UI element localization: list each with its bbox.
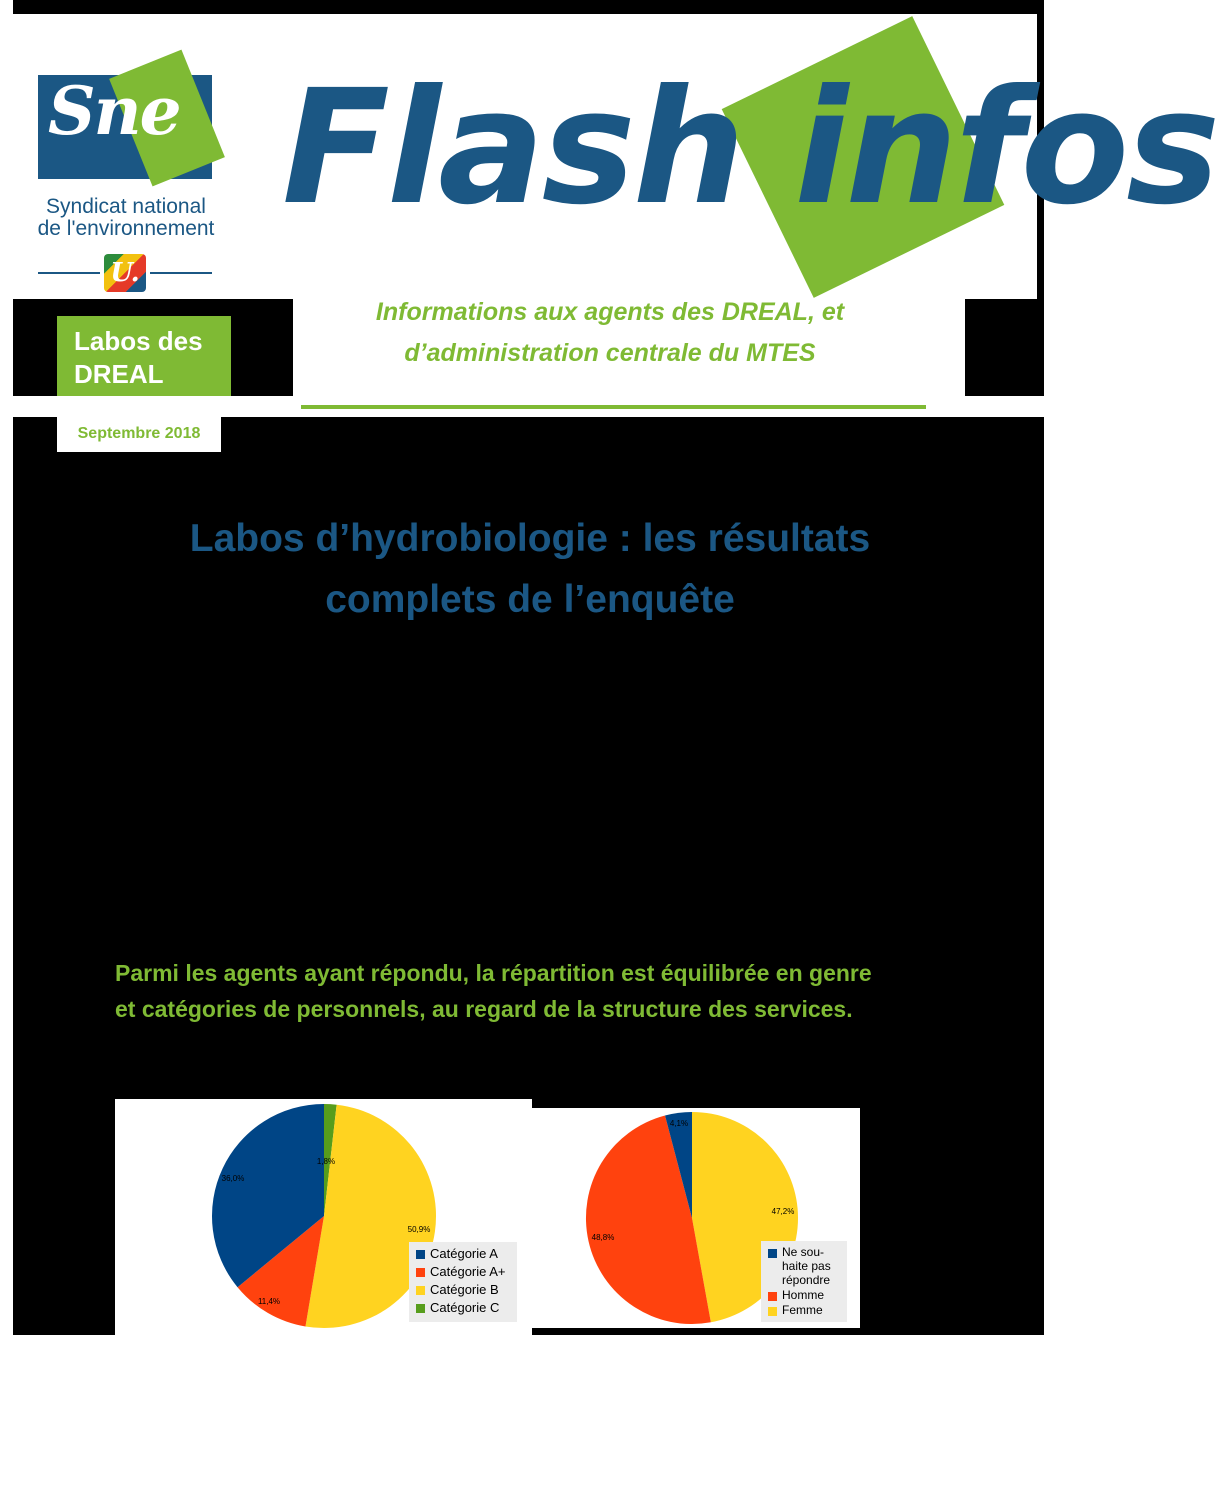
- legend-item: [416, 1264, 510, 1282]
- legend-swatch: [416, 1250, 425, 1259]
- intro-line-2: et catégories de personnels, au regard de la structure des services.: [115, 996, 853, 1022]
- section-badge: Labos des DREAL: [57, 316, 231, 396]
- intro-line-1: Parmi les agents ayant répondu, la répartition est équilibrée en genre: [115, 960, 872, 986]
- pie-data-label: 47,2%: [771, 1207, 795, 1216]
- category-pie-chart: [115, 1099, 532, 1335]
- legend-label: Ne sou-haite pas répondre: [782, 1245, 831, 1287]
- org-name: Syndicat national de l'environnement: [37, 195, 215, 240]
- pie-data-label: 4,1%: [669, 1119, 689, 1128]
- newsletter-title: Flash infos: [282, 56, 1217, 240]
- legend-item: [768, 1245, 840, 1287]
- logo-divider-left: [38, 272, 100, 274]
- header-rule: [301, 405, 926, 409]
- union-u-icon: U.: [104, 254, 146, 292]
- legend-item: [416, 1246, 510, 1264]
- sne-logo-text: Sne: [48, 72, 180, 150]
- pie-data-label: 50,9%: [407, 1225, 431, 1234]
- legend-swatch: [416, 1304, 425, 1313]
- gender-legend: [761, 1241, 847, 1322]
- legend-item: [416, 1300, 510, 1318]
- legend-swatch: [416, 1286, 425, 1295]
- legend-swatch: [768, 1307, 777, 1316]
- pie-data-label: 11,4%: [257, 1297, 281, 1306]
- article-title: [130, 508, 930, 630]
- legend-item: [768, 1288, 840, 1302]
- legend-label: Catégorie B: [430, 1282, 499, 1297]
- legend-item: [768, 1303, 840, 1317]
- intro-paragraph: [115, 955, 975, 1027]
- gender-pie-chart: [530, 1108, 860, 1328]
- legend-label: Catégorie A: [430, 1246, 498, 1261]
- legend-swatch: [416, 1268, 425, 1277]
- legend-label: Femme: [782, 1303, 823, 1317]
- pie-data-label: 1,8%: [316, 1157, 336, 1166]
- pie-data-label: 36,0%: [221, 1174, 245, 1183]
- subtitle-line-2: d’administration centrale du MTES: [404, 339, 816, 367]
- logo-divider-right: [150, 272, 212, 274]
- legend-label: Homme: [782, 1288, 825, 1302]
- legend-swatch: [768, 1292, 777, 1301]
- subtitle-line-1: Informations aux agents des DREAL, et: [375, 298, 845, 326]
- newsletter-subtitle: [300, 292, 920, 374]
- issue-date: Septembre 2018: [57, 416, 221, 452]
- category-legend: [409, 1242, 517, 1322]
- legend-label: Catégorie A+: [430, 1264, 506, 1279]
- legend-label: Catégorie C: [430, 1300, 500, 1315]
- legend-item: [416, 1282, 510, 1300]
- article-title-line-2: complets de l’enquête: [325, 578, 735, 621]
- pie-data-label: 48,8%: [591, 1233, 615, 1242]
- legend-swatch: [768, 1249, 777, 1258]
- article-title-line-1: Labos d’hydrobiologie : les résultats: [189, 517, 871, 560]
